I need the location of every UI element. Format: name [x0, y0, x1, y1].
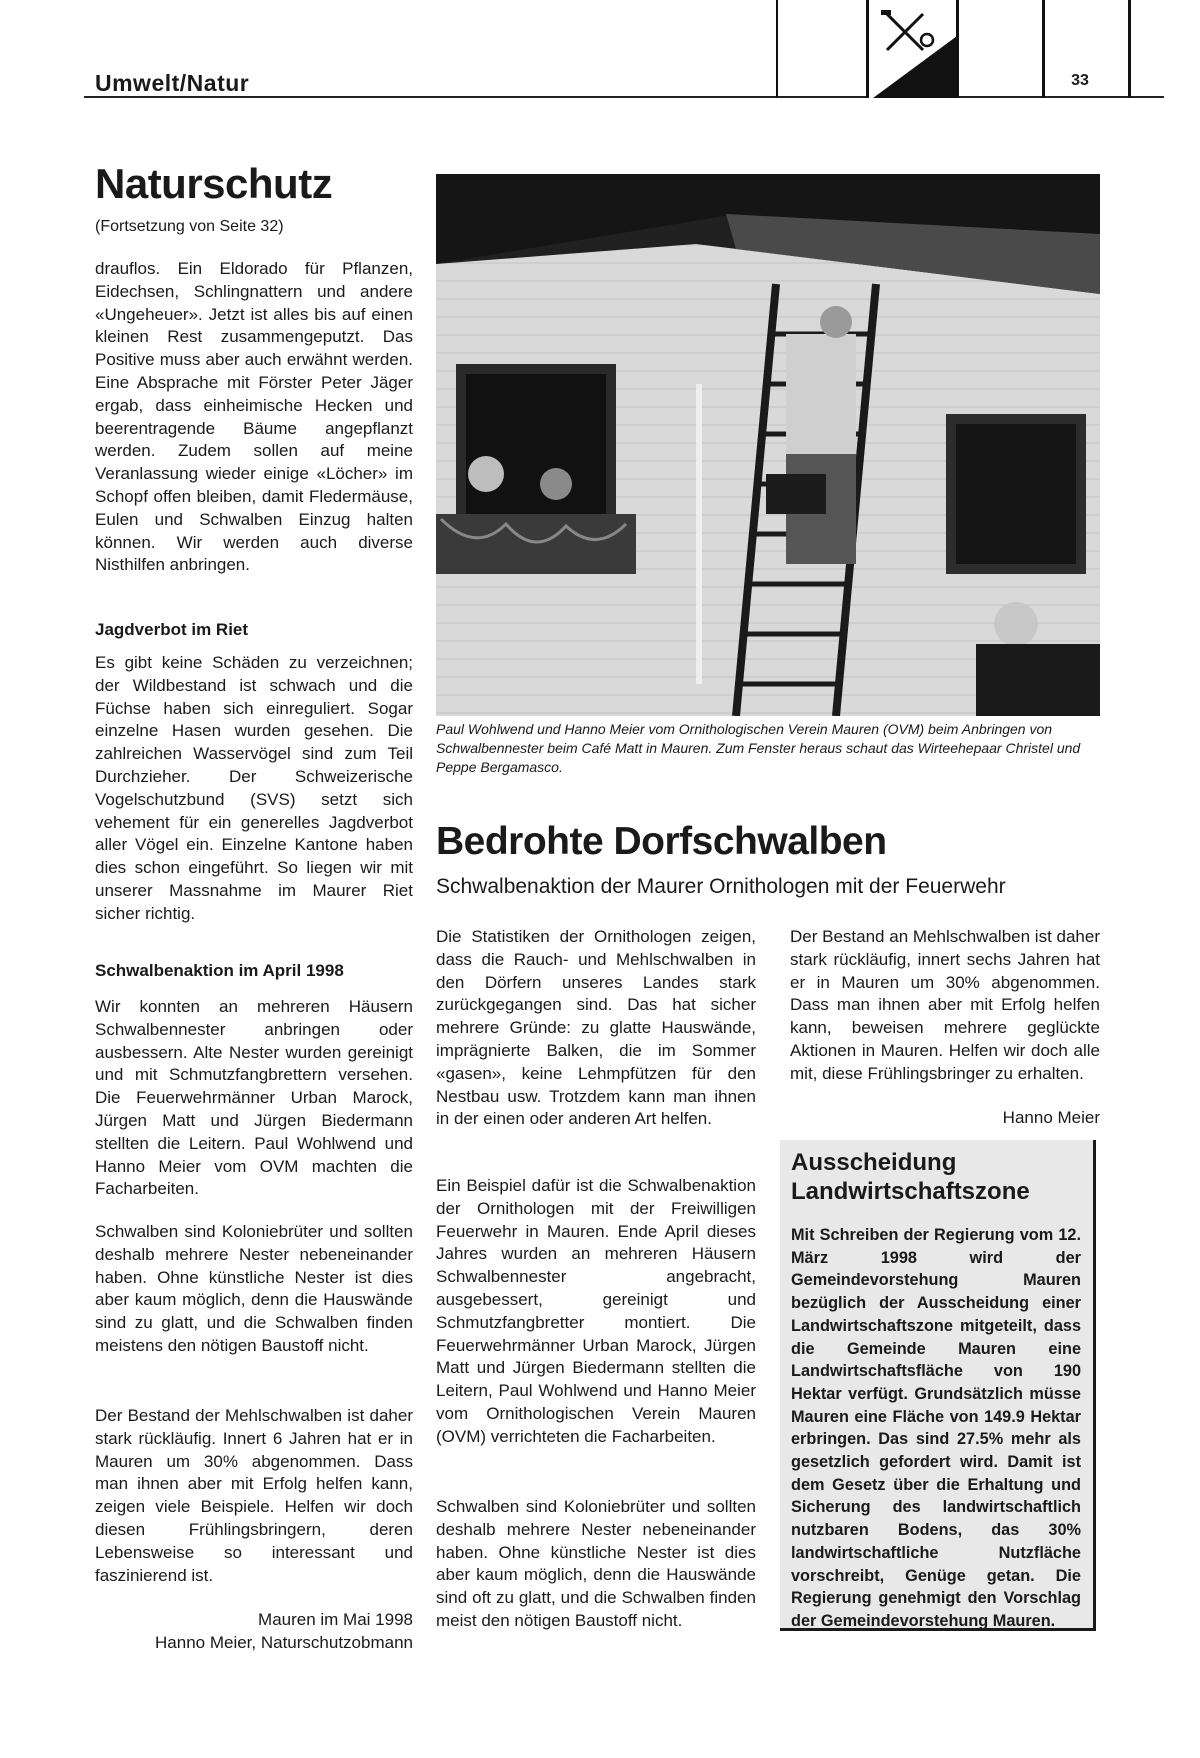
header-box	[776, 0, 866, 98]
section-label: Umwelt/Natur	[95, 70, 250, 96]
section-heading-jagdverbot: Jagdverbot im Riet	[95, 620, 249, 639]
feature-paragraph: Ein Beispiel dafür ist die Schwalbenaktion der Ornithologen mit der Freiwilligen Feuerwehr in Mauren. Ende April dieses Jahres wurden an mehreren Häusern Schwalbennester angebracht, ausgebessert, gereinigt und Schmutzfangbretter montiert. Die Feuerwehrmänner Urban Marock, Jürgen Matt und Jürgen Biedermann stellten die Leitern, Paul Wohlwend und Hanno Meier vom Ornithologischen Verein Mauren (OVM) verrichteten die Facharbeiten.	[436, 1176, 756, 1446]
jagdverbot-paragraph: Es gibt keine Schäden zu verzeichnen; der Wildbestand ist schwach und die Füchse haben sich einreguliert. Sogar einzelne Hasen wurden gesehen. Die zahlreichen Wasservögel sind zum Teil Durchzieher. Der Schweizerische Vogelschutzbund (SVS) setzt sich vehement für ein generelles Jagdverbot aller Vögel ein. Einzelne Kantone haben dies schon eingeführt. So liegen wir mit unserer Massnahme im Maurer Riet sicher richtig.	[95, 653, 413, 923]
photo-caption: Paul Wohlwend und Hanno Meier vom Ornithologischen Verein Mauren (OVM) beim Anbringen von Schwalbennester beim Café Matt in Mauren. Zum Fenster heraus schaut das Wirteehepaar Christel und Peppe Bergamasco.	[436, 721, 1081, 775]
continuation-note: (Fortsetzung von Seite 32)	[95, 218, 284, 235]
signature-author: Hanno Meier, Naturschutzobmann	[155, 1633, 413, 1652]
info-box	[780, 1140, 1096, 1631]
info-box-body: Mit Schreiben der Regierung vom 12. März 1998 wird der Gemeindevorstehung Mauren bezüglich der Ausscheidung einer Landwirtschaftszone mitgeteilt, dass die Gemeinde Mauren eine Landwirtschaftsfläche von 190 Hektar verfügt. Grundsätzlich müsse Mauren eine Fläche von 149.9 Hektar erbringen. Das sind 27.5% mehr als gesetzlich gefordert wird. Damit ist dem Gesetz über die Erhaltung und Sicherung des landwirtschaftlich nutzbaren Bodens, das 30% landwirtschaftliche Nutzfläche vorschreibt, Genüge getan. Die Regierung genehmigt den Vorschlag der Gemeindevorstehung Mauren.	[791, 1226, 1081, 1630]
schwalbenaktion-paragraph: Schwalben sind Koloniebrüter und sollten deshalb mehrere Nester nebeneinander haben. Ohne künstliche Nester ist dies aber kaum möglich, denn die Hauswände sind zu glatt, und die Schwalben finden meistens den nötigen Baustoff nicht.	[95, 1222, 413, 1355]
feature-subtitle: Schwalbenaktion der Maurer Ornithologen mit der Feuerwehr	[436, 875, 1006, 898]
header-grid	[776, 0, 1200, 98]
intro-paragraph: drauflos. Ein Eldorado für Pflanzen, Eidechsen, Schlingnattern und andere «Ungeheuer». Jetzt ist alles bis auf einen kleinen Rest zusammengeputzt. Das Positive muss aber auch erwähnt werden. Eine Absprache mit Förster Peter Jäger ergab, dass einheimische Hecken und beerentragende Bäume angepflanzt werden. Zudem sollen auf meine Veranlassung wieder einige «Löcher» im Schopf offen bleiben, damit Fledermäuse, Eulen und Schwalben Einzug halten können. Wir werden auch diverse Nisthilfen anbringen.	[95, 259, 413, 575]
feature-signature: Hanno Meier	[1002, 1108, 1100, 1127]
page-number: 33	[1071, 72, 1089, 89]
emblem-box	[866, 0, 956, 98]
info-box-title: Ausscheidung Landwirtschaftszone	[791, 1149, 1030, 1205]
header-box	[1128, 0, 1200, 98]
header-box	[956, 0, 1042, 98]
photo-illustration	[436, 174, 1100, 716]
section-heading-schwalbenaktion: Schwalbenaktion im April 1998	[95, 961, 344, 980]
feature-title: Bedrohte Dorfschwalben	[436, 820, 887, 863]
feature-paragraph-right: Der Bestand an Mehlschwalben ist daher stark rückläufig, innert sechs Jahren hat er in Mauren um 30% abgenommen. Dass man ihnen aber mit Erfolg helfen kann, beweisen mehrere geglückte Aktionen in Mauren. Helfen wir doch alle mit, diese Frühlingsbringer zu erhalten.	[790, 927, 1100, 1083]
article-signature	[95, 1608, 413, 1654]
feature-paragraph: Die Statistiken der Ornithologen zeigen, dass die Rauch- und Mehlschwalben in den Dörfern unseres Landes stark zurückgegangen sind. Das hat sicher mehrere Gründe: zu glatte Hauswände, imprägnierte Balken, die im Sommer «gasen», keine Lehmpfützen für den Nestbau usw. Trotzdem kann man ihnen in der einen oder anderen Art helfen.	[436, 927, 756, 1129]
schwalbenaktion-paragraph: Wir konnten an mehreren Häusern Schwalbennester anbringen oder ausbessern. Alte Nester wurden gereinigt und mit Schmutzfangbrettern versehen. Die Feuerwehrmänner Urban Marock, Jürgen Matt und Jürgen Biedermann stellten die Leitern. Paul Wohlwend und Hanno Meier vom OVM machten die Facharbeiten.	[95, 997, 413, 1199]
tools-emblem-icon	[869, 0, 957, 98]
article-photo	[436, 174, 1100, 716]
feature-paragraph: Schwalben sind Koloniebrüter und sollten deshalb mehrere Nester nebeneinander haben. Ohne künstliche Nester ist dies aber kaum möglich, denn die Hauswände sind oft zu glatt, und die Schwalben finden meist den nötigen Baustoff nicht.	[436, 1497, 756, 1630]
schwalbenaktion-paragraph: Der Bestand der Mehlschwalben ist daher stark rückläufig. Innert 6 Jahren hat er in Mauren um 30% abgenommen. Dass man ihnen aber mit Erfolg helfen kann, zeigen viele Beispiele. Helfen wir doch diesen Frühlingsbringern, deren Lebensweise so interessant und faszinierend ist.	[95, 1406, 413, 1585]
page-title: Naturschutz	[95, 160, 333, 207]
signature-place-date: Mauren im Mai 1998	[258, 1610, 413, 1629]
